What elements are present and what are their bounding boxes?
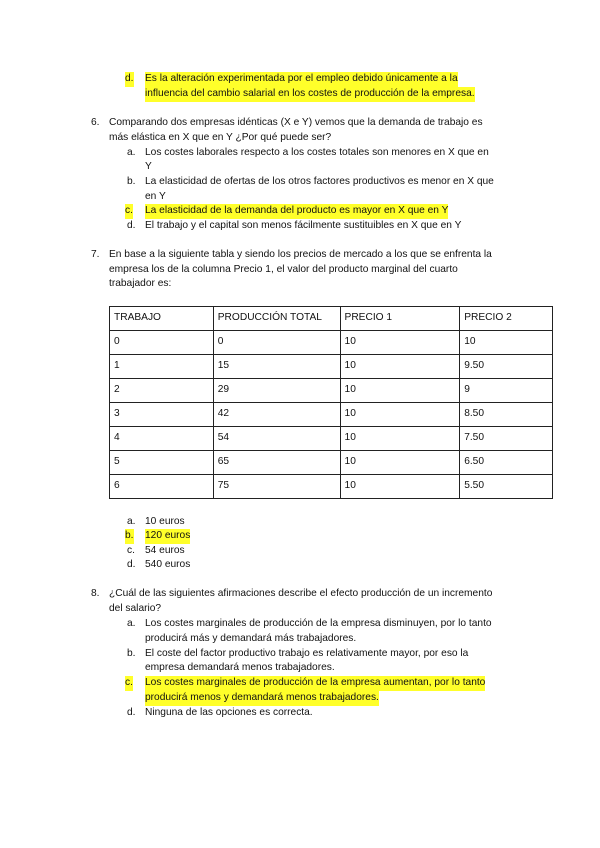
production-table: [109, 306, 553, 499]
table-row: [110, 379, 553, 403]
q8-option-d-line1: Ninguna de las opciones es correcta.: [145, 707, 313, 718]
q7-stem-line1: En base a la siguiente tabla y siendo los precios de mercado a los que se enfrenta la: [109, 249, 492, 260]
q6-option-c-line1: La elasticidad de la demanda del producto es mayor en X que en Y: [145, 204, 448, 219]
q8-option-b-line1: El coste del factor productivo trabajo es relativamente mayor, por eso la: [145, 648, 469, 659]
q6-number: 6.: [91, 117, 100, 128]
q7-option-a-line1: 10 euros: [145, 516, 185, 527]
q8-option-b-letter: b.: [127, 648, 136, 659]
q8-option-a-line1: Los costes marginales de producción de la empresa disminuyen, por lo tanto: [145, 618, 492, 629]
q7-stem-line3: trabajador es:: [109, 278, 172, 289]
table-cell: 3: [110, 403, 214, 427]
q6-option-c-letter: c.: [125, 204, 133, 219]
table-cell: 10: [340, 355, 460, 379]
table-row: [110, 355, 553, 379]
table-cell: 10: [340, 451, 460, 475]
q8-number: 8.: [91, 588, 100, 599]
q8-option-c-letter: c.: [125, 676, 133, 691]
table-cell: 65: [213, 451, 340, 475]
table-cell: 2: [110, 379, 214, 403]
table-row: [110, 331, 553, 355]
q7-option-a-letter: a.: [127, 516, 136, 527]
q7-option-c-letter: c.: [127, 545, 135, 556]
q5-option-d-line2: influencia del cambio salarial en los costes de producción de la empresa.: [145, 87, 475, 102]
table-row: [110, 475, 553, 499]
q8-option-a-letter: a.: [127, 618, 136, 629]
table-cell: 15: [213, 355, 340, 379]
table-cell: 54: [213, 427, 340, 451]
q8-option-d-letter: d.: [127, 707, 136, 718]
header-precio-2: PRECIO 2: [460, 307, 553, 331]
q8-stem-line1: ¿Cuál de las siguientes afirmaciones describe el efecto producción de un incremento: [109, 588, 493, 599]
q7-option-d-line1: 540 euros: [145, 559, 191, 570]
q6-stem-line1: Comparando dos empresas idénticas (X e Y) vemos que la demanda de trabajo es: [109, 117, 483, 128]
q7-option-c-line1: 54 euros: [145, 545, 185, 556]
table-cell: 4: [110, 427, 214, 451]
table-cell: 6: [110, 475, 214, 499]
q5-option-d-line1: Es la alteración experimentada por el empleo debido únicamente a la: [145, 72, 458, 87]
q6-option-a-letter: a.: [127, 147, 136, 158]
q7-option-d-letter: d.: [127, 559, 136, 570]
table-cell: 0: [213, 331, 340, 355]
table-cell: 75: [213, 475, 340, 499]
table-cell: 10: [340, 379, 460, 403]
table-cell: 10: [340, 475, 460, 499]
q6-option-b-line2: en Y: [145, 191, 166, 202]
table-cell: 10: [460, 331, 553, 355]
q7-number: 7.: [91, 249, 100, 260]
q7-option-b-line1: 120 euros: [145, 529, 190, 544]
header-produccion-total: PRODUCCIÓN TOTAL: [213, 307, 340, 331]
table-cell: 9: [460, 379, 553, 403]
table-cell: 9.50: [460, 355, 553, 379]
table-cell: 29: [213, 379, 340, 403]
table-cell: 1: [110, 355, 214, 379]
q7-option-b-letter: b.: [125, 529, 134, 544]
table-cell: 5: [110, 451, 214, 475]
table-cell: 5.50: [460, 475, 553, 499]
table-cell: 6.50: [460, 451, 553, 475]
table-cell: 10: [340, 427, 460, 451]
table-cell: 0: [110, 331, 214, 355]
header-precio-1: PRECIO 1: [340, 307, 460, 331]
table-row: [110, 427, 553, 451]
q6-stem-line2: más elástica en X que en Y ¿Por qué puede ser?: [109, 132, 332, 143]
q6-option-b-line1: La elasticidad de ofertas de los otros factores productivos es menor en X que: [145, 176, 494, 187]
q8-stem-line2: del salario?: [109, 603, 162, 614]
q6-option-b-letter: b.: [127, 176, 136, 187]
q6-option-d-letter: d.: [127, 220, 136, 231]
table-row: [110, 451, 553, 475]
q8-option-c-line1: Los costes marginales de producción de la empresa aumentan, por lo tanto: [145, 676, 485, 691]
table-cell: 10: [340, 403, 460, 427]
q6-option-d-line1: El trabajo y el capital son menos fácilmente sustituibles en X que en Y: [145, 220, 462, 231]
header-trabajo: TRABAJO: [110, 307, 214, 331]
q7-stem-line2: empresa los de la columna Precio 1, el valor del producto marginal del cuarto: [109, 264, 458, 275]
table-row: [110, 403, 553, 427]
q5-option-d-letter: d.: [125, 72, 134, 87]
q6-option-a-line2: Y: [145, 161, 152, 172]
q8-option-b-line2: empresa demandará menos trabajadores.: [145, 662, 335, 673]
table-header-row: [110, 307, 553, 331]
q8-option-a-line2: producirá más y demandará más trabajadores.: [145, 633, 357, 644]
table-cell: 7.50: [460, 427, 553, 451]
q6-option-a-line1: Los costes laborales respecto a los costes totales son menores en X que en: [145, 147, 489, 158]
table-cell: 10: [340, 331, 460, 355]
table-cell: 42: [213, 403, 340, 427]
q8-option-c-line2: producirá menos y demandará menos trabajadores.: [145, 691, 379, 706]
table-cell: 8.50: [460, 403, 553, 427]
